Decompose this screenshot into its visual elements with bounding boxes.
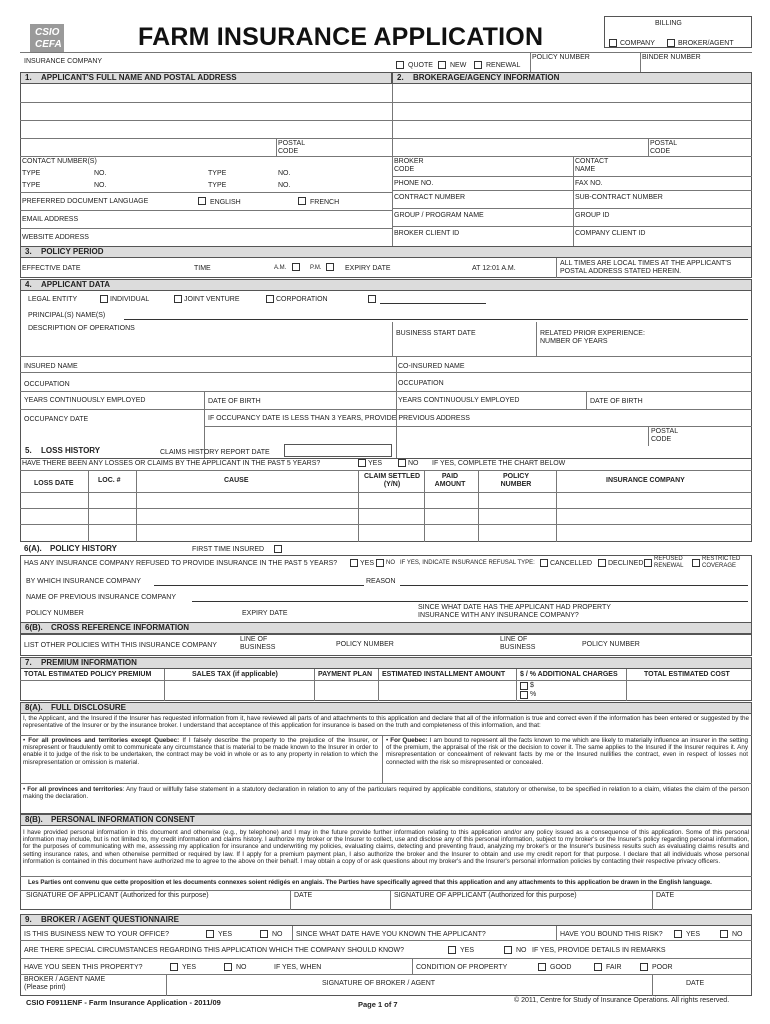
billing-label: BILLING [655, 20, 682, 27]
billing-box [604, 16, 752, 48]
disclosure-intro: I, the Applicant, and the Insured if the Insurer has requested information from it, have reviewed all parts of and attachments to this application and declare that all of the information is true and correct even if the information has been entered or suggested by the representative of the Insurer or by the insurance broker. I understand that acceptance of this application for insurance is based on the truth and completeness of this information, and that: [23, 715, 749, 730]
col-installment: ESTIMATED INSTALLMENT AMOUNT [382, 671, 506, 678]
new-business-no-checkbox[interactable] [260, 930, 268, 938]
policy-number-6b-label-2: POLICY NUMBER [582, 641, 640, 648]
refused-no-checkbox[interactable] [376, 559, 384, 567]
seen-property-label: HAVE YOU SEEN THIS PROPERTY? [24, 964, 143, 971]
expiry-date-label: EXPIRY DATE [345, 265, 391, 272]
no-label-1: NO. [94, 170, 107, 177]
years-employed-label: YEARS CONTINUOUSLY EMPLOYED [24, 397, 146, 404]
date-of-birth-label: DATE OF BIRTH [208, 398, 261, 405]
effective-date-label: EFFECTIVE DATE [22, 265, 81, 272]
losses-no-checkbox[interactable] [398, 459, 406, 467]
parties-language-note: Les Parties ont convenu que cette proposition et les documents connexes soient rédigés en anglais. The Parties have specifically agreed that this application and any attachments to this application be drawn in the English language. [28, 879, 712, 886]
reason-label: REASON [366, 578, 396, 585]
col-insurance-company: INSURANCE COMPANY [606, 477, 685, 484]
refused-yes-label: YES [360, 560, 375, 567]
section-2-header: 2. BROKERAGE/AGENCY INFORMATION [392, 72, 752, 84]
dollar-label: $ [530, 682, 534, 689]
principals-label: PRINCIPAL(S) NAME(S) [28, 312, 106, 319]
consent-text: I have provided personal information in this document and otherwise (e.g., by telephone) and I may in the future provide further information relating to this application and/or any policy issued as a consequence of this application. Some of this personal information may include, but is not limited to, my credit information and claims history. I authorize my broker or the Insurer to collect, use and disclose any of this personal information, subject to my broker's or the Insurer's policy regarding personal information, for the purposes of communicating with me, assessing my application for insurance and underwriting my policies, evaluating claims, detecting and preventing fraud, analyzing my broker's or the Insurer's business results such as evaluating claims results and setting insurance rates, and when otherwise permitted or required by law. If I apply for a premium payment plan, I also authorize the broker and the Insurer to obtain and use my credit report for that purpose. I declare that all individuals whose personal information is contained in this document have authorized me to agree to the above on their behalf. I may obtain a copy of or ask questions about my broker's and the Insurer's personal information policies by contacting their respective privacy officers. [23, 829, 749, 865]
percent-checkbox[interactable] [520, 691, 528, 699]
disclosure-right: • For Quebec: I am bound to represent all the facts known to me which are likely to materially influence an insurer in the setting of the premium, the appraisal of the risk or the decision to cover it. The same applies to the Insured if the Insurer requires it. Any misrepresentation or concealment of relevant facts by me or the Insured nullifies the contract, even in respect of losses not connected with the risk so misrepresented or concealed. [386, 737, 748, 766]
col-total-premium: TOTAL ESTIMATED POLICY PREMIUM [24, 671, 152, 678]
col-claim-settled: CLAIM SETTLED (Y/N) [364, 473, 420, 488]
fair-label: FAIR [606, 964, 622, 971]
joint-venture-label: JOINT VENTURE [184, 296, 240, 303]
losses-yes-checkbox[interactable] [358, 459, 366, 467]
corporation-label: CORPORATION [276, 296, 328, 303]
joint-venture-checkbox[interactable] [174, 295, 182, 303]
special-no-checkbox[interactable] [504, 946, 512, 954]
type-label-4: TYPE [208, 182, 227, 189]
binder-number-label: BINDER NUMBER [642, 54, 701, 61]
section-8b-header: 8(B). PERSONAL INFORMATION CONSENT [20, 814, 752, 826]
section-4-header: 4. APPLICANT DATA [20, 279, 752, 291]
type-label-3: TYPE [22, 182, 41, 189]
col-loc: LOC. # [98, 477, 121, 484]
special-no-label: NO [516, 947, 527, 954]
sig-applicant-label: SIGNATURE OF APPLICANT (Authorized for this purpose) [26, 892, 209, 899]
billing-broker-checkbox[interactable] [667, 39, 675, 47]
refused-no-label: NO [386, 560, 395, 566]
other-entity-checkbox[interactable] [368, 295, 376, 303]
refused-renewal-checkbox[interactable] [644, 559, 652, 567]
new-checkbox[interactable] [438, 61, 446, 69]
restricted-coverage-label: RESTRICTED COVERAGE [702, 556, 741, 569]
losses-yes-label: YES [368, 460, 383, 467]
am-checkbox[interactable] [292, 263, 300, 271]
phone-no-label: PHONE NO. [394, 180, 434, 187]
bound-yes-checkbox[interactable] [674, 930, 682, 938]
preferred-language-label: PREFERRED DOCUMENT LANGUAGE [22, 198, 149, 205]
email-label: EMAIL ADDRESS [22, 216, 79, 223]
page-number: Page 1 of 7 [358, 1000, 398, 1009]
line-of-business-label-2: LINE OF BUSINESS [500, 636, 536, 651]
previous-postal-code-label: POSTAL CODE [651, 428, 678, 443]
new-business-no-label: NO [272, 931, 283, 938]
please-print-label: (Please print) [24, 984, 66, 991]
fair-checkbox[interactable] [594, 963, 602, 971]
pm-checkbox[interactable] [326, 263, 334, 271]
quote-label: QUOTE [408, 62, 433, 69]
bound-no-checkbox[interactable] [720, 930, 728, 938]
logo-line2: CEFA [35, 39, 62, 50]
col-policy-number: POLICY NUMBER [500, 473, 532, 488]
form-id: CSIO F0911ENF - Farm Insurance Application - 2011/09 [26, 998, 221, 1007]
losses-question: HAVE THERE BEEN ANY LOSSES OR CLAIMS BY THE APPLICANT IN THE PAST 5 YEARS? [22, 460, 321, 467]
declined-checkbox[interactable] [598, 559, 606, 567]
col-loss-date: LOSS DATE [34, 480, 74, 487]
previous-company-label: NAME OF PREVIOUS INSURANCE COMPANY [26, 594, 177, 601]
billing-broker-label: BROKER/AGENT [678, 40, 734, 47]
col-total-cost: TOTAL ESTIMATED COST [644, 671, 730, 678]
broker-client-id-label: BROKER CLIENT ID [394, 230, 460, 237]
previous-address-label: IF OCCUPANCY DATE IS LESS THAN 3 YEARS, PROVIDE PREVIOUS ADDRESS [208, 415, 470, 422]
no-label-2: NO. [278, 170, 291, 177]
no-label-3: NO. [94, 182, 107, 189]
individual-label: INDIVIDUAL [110, 296, 150, 303]
type-label-2: TYPE [208, 170, 227, 177]
claims-report-date-field[interactable] [284, 444, 392, 457]
seen-yes-label: YES [182, 964, 197, 971]
col-additional-charges: $ / % ADDITIONAL CHARGES [520, 671, 618, 678]
cancelled-label: CANCELLED [550, 560, 593, 567]
sub-contract-number-label: SUB-CONTRACT NUMBER [575, 194, 663, 201]
disclosure-all: • For all provinces and territories: Any fraud or willfully false statement in a statutory declaration in relation to any of the particulars required by applicable conditions, statutory or otherwise, to be specified in relation to a claim, vitiates the claim of the person making the declaration. [23, 786, 750, 801]
csio-logo [30, 24, 64, 52]
legal-entity-label: LEGAL ENTITY [28, 296, 78, 303]
copyright: © 2011, Centre for Study of Insurance Operations. All rights reserved. [514, 997, 730, 1004]
special-if-yes-label: IF YES, PROVIDE DETAILS IN REMARKS [532, 947, 666, 954]
co-insured-name-label: CO-INSURED NAME [398, 363, 465, 370]
fax-no-label: FAX NO. [575, 180, 603, 187]
losses-if-yes-label: IF YES, COMPLETE THE CHART BELOW [432, 460, 566, 467]
business-start-label: BUSINESS START DATE [396, 330, 476, 337]
poor-checkbox[interactable] [640, 963, 648, 971]
line-of-business-label-1: LINE OF BUSINESS [240, 636, 276, 651]
sig-applicant-date-label-1: DATE [294, 892, 313, 899]
website-label: WEBSITE ADDRESS [22, 234, 89, 241]
contact-name-label: CONTACT NAME [575, 158, 609, 173]
local-times-note: ALL TIMES ARE LOCAL TIMES AT THE APPLICANT'S POSTAL ADDRESS STATED HEREIN. [560, 260, 732, 275]
contract-number-label: CONTRACT NUMBER [394, 194, 466, 201]
english-label: ENGLISH [210, 199, 241, 206]
time-label: TIME [194, 265, 211, 272]
section-1-header: 1. APPLICANT'S FULL NAME AND POSTAL ADDRESS [20, 72, 392, 84]
list-other-policies-label: LIST OTHER POLICIES WITH THIS INSURANCE COMPANY [24, 642, 217, 649]
since-when-label: SINCE WHAT DATE HAS THE APPLICANT HAD PROPERTY INSURANCE WITH ANY INSURANCE COMPANY? [418, 604, 611, 619]
occupancy-date-label: OCCUPANCY DATE [24, 416, 89, 423]
new-business-yes-checkbox[interactable] [206, 930, 214, 938]
agent-name-label: BROKER / AGENT NAME [24, 976, 106, 983]
disclosure-left: • For all provinces and territories except Quebec: If I falsely describe the property to the prejudice of the Insurer, or misrepresent or fraudulently omit to communicate any circumstance that is material to be made known to the Insurer in order to enable it to judge of the risk to be undertaken, the contract may be void in whole or as to any property in relation to which the misrepresentation or omission is material. [23, 737, 378, 766]
refusal-type-label: IF YES, INDICATE INSURANCE REFUSAL TYPE: [400, 560, 535, 566]
co-occupation-label: OCCUPATION [398, 380, 444, 387]
claims-report-date-label: CLAIMS HISTORY REPORT DATE [160, 449, 270, 456]
contact-numbers-label: CONTACT NUMBER(S) [22, 158, 97, 165]
policy-number-6a-label: POLICY NUMBER [26, 610, 84, 617]
applicant-postal-code-label: POSTAL CODE [278, 140, 305, 155]
section-6b-header: 6(B). CROSS REFERENCE INFORMATION [20, 622, 752, 634]
bound-no-label: NO [732, 931, 743, 938]
section-4-body [20, 291, 752, 459]
group-id-label: GROUP ID [575, 212, 610, 219]
section-7-header: 7. PREMIUM INFORMATION [20, 657, 752, 669]
expiry-date-6a-label: EXPIRY DATE [242, 610, 288, 617]
at-time-label: AT 12:01 A.M. [472, 265, 516, 272]
bound-yes-label: YES [686, 931, 701, 938]
corporation-checkbox[interactable] [266, 295, 274, 303]
english-checkbox[interactable] [198, 197, 206, 205]
renewal-label: RENEWAL [486, 62, 521, 69]
by-which-company-label: BY WHICH INSURANCE COMPANY [26, 578, 141, 585]
col-cause: CAUSE [224, 477, 249, 484]
col-sales-tax: SALES TAX (if applicable) [192, 671, 278, 678]
poor-label: POOR [652, 964, 673, 971]
col-paid-amount: PAID AMOUNT [434, 473, 466, 488]
new-business-yes-label: YES [218, 931, 233, 938]
insured-name-label: INSURED NAME [24, 363, 78, 370]
special-circumstances-label: ARE THERE SPECIAL CIRCUMSTANCES REGARDING THIS APPLICATION WHICH THE COMPANY SHOULD KNOW? [24, 947, 405, 954]
individual-checkbox[interactable] [100, 295, 108, 303]
good-checkbox[interactable] [538, 963, 546, 971]
broker-date-label: DATE [686, 980, 705, 987]
quote-checkbox[interactable] [396, 61, 404, 69]
broker-code-label: BROKER CODE [394, 158, 424, 173]
section-9-header: 9. BROKER / AGENT QUESTIONNAIRE [20, 914, 752, 926]
logo-line1: CSIO [35, 27, 60, 38]
seen-no-checkbox[interactable] [224, 963, 232, 971]
section-3-header: 3. POLICY PERIOD [20, 246, 752, 258]
seen-no-label: NO [236, 964, 247, 971]
first-time-insured-checkbox[interactable] [274, 545, 282, 553]
type-label-1: TYPE [22, 170, 41, 177]
special-yes-checkbox[interactable] [448, 946, 456, 954]
renewal-checkbox[interactable] [474, 61, 482, 69]
sig-applicant-date-label-2: DATE [656, 892, 675, 899]
dollar-checkbox[interactable] [520, 682, 528, 690]
company-client-id-label: COMPANY CLIENT ID [575, 230, 646, 237]
french-label: FRENCH [310, 199, 340, 206]
occupation-label: OCCUPATION [24, 381, 70, 388]
section-8a-header: 8(A). FULL DISCLOSURE [20, 702, 752, 714]
section-6a-header: 6(A). POLICY HISTORY [20, 544, 200, 556]
billing-company-checkbox[interactable] [609, 39, 617, 47]
seen-yes-checkbox[interactable] [170, 963, 178, 971]
percent-label: % [530, 691, 537, 698]
broker-postal-code-label: POSTAL CODE [650, 140, 677, 155]
since-when-known-label: SINCE WHAT DATE HAVE YOU KNOWN THE APPLICANT? [296, 931, 486, 938]
billing-company-label: COMPANY [620, 40, 655, 47]
refused-question: HAS ANY INSURANCE COMPANY REFUSED TO PROVIDE INSURANCE IN THE PAST 5 YEARS? [24, 560, 338, 567]
bound-risk-label: HAVE YOU BOUND THIS RISK? [560, 931, 663, 938]
special-yes-label: YES [460, 947, 475, 954]
first-time-insured-label: FIRST TIME INSURED [192, 546, 265, 553]
no-label-4: NO. [278, 182, 291, 189]
insurance-company-label: INSURANCE COMPANY [24, 58, 103, 65]
co-date-of-birth-label: DATE OF BIRTH [590, 398, 643, 405]
am-label: A.M. [274, 265, 287, 271]
policy-number-label: POLICY NUMBER [532, 54, 590, 61]
declined-label: DECLINED [608, 560, 644, 567]
co-years-employed-label: YEARS CONTINUOUSLY EMPLOYED [398, 397, 520, 404]
new-business-label: IS THIS BUSINESS NEW TO YOUR OFFICE? [24, 931, 169, 938]
restricted-coverage-checkbox[interactable] [692, 559, 700, 567]
losses-no-label: NO [408, 460, 419, 467]
description-label: DESCRIPTION OF OPERATIONS [28, 325, 135, 332]
section-5-header: 5. LOSS HISTORY [20, 446, 180, 458]
related-experience-label: RELATED PRIOR EXPERIENCE: NUMBER OF YEARS [540, 330, 645, 345]
cancelled-checkbox[interactable] [540, 559, 548, 567]
group-program-name-label: GROUP / PROGRAM NAME [394, 212, 484, 219]
policy-number-6b-label-1: POLICY NUMBER [336, 641, 394, 648]
good-label: GOOD [550, 964, 572, 971]
condition-label: CONDITION OF PROPERTY [416, 964, 508, 971]
seen-if-yes-when-label: IF YES, WHEN [274, 964, 322, 971]
refused-renewal-label: REFUSED RENEWAL [654, 556, 684, 569]
french-checkbox[interactable] [298, 197, 306, 205]
pm-label: P.M. [310, 265, 322, 271]
sig-applicant-label-2: SIGNATURE OF APPLICANT (Authorized for this purpose) [394, 892, 577, 899]
other-entity-line[interactable] [380, 303, 486, 304]
refused-yes-checkbox[interactable] [350, 559, 358, 567]
col-payment-plan: PAYMENT PLAN [318, 671, 373, 678]
sig-broker-label: SIGNATURE OF BROKER / AGENT [322, 980, 436, 987]
new-label: NEW [450, 62, 467, 69]
page-title: FARM INSURANCE APPLICATION [138, 23, 544, 51]
